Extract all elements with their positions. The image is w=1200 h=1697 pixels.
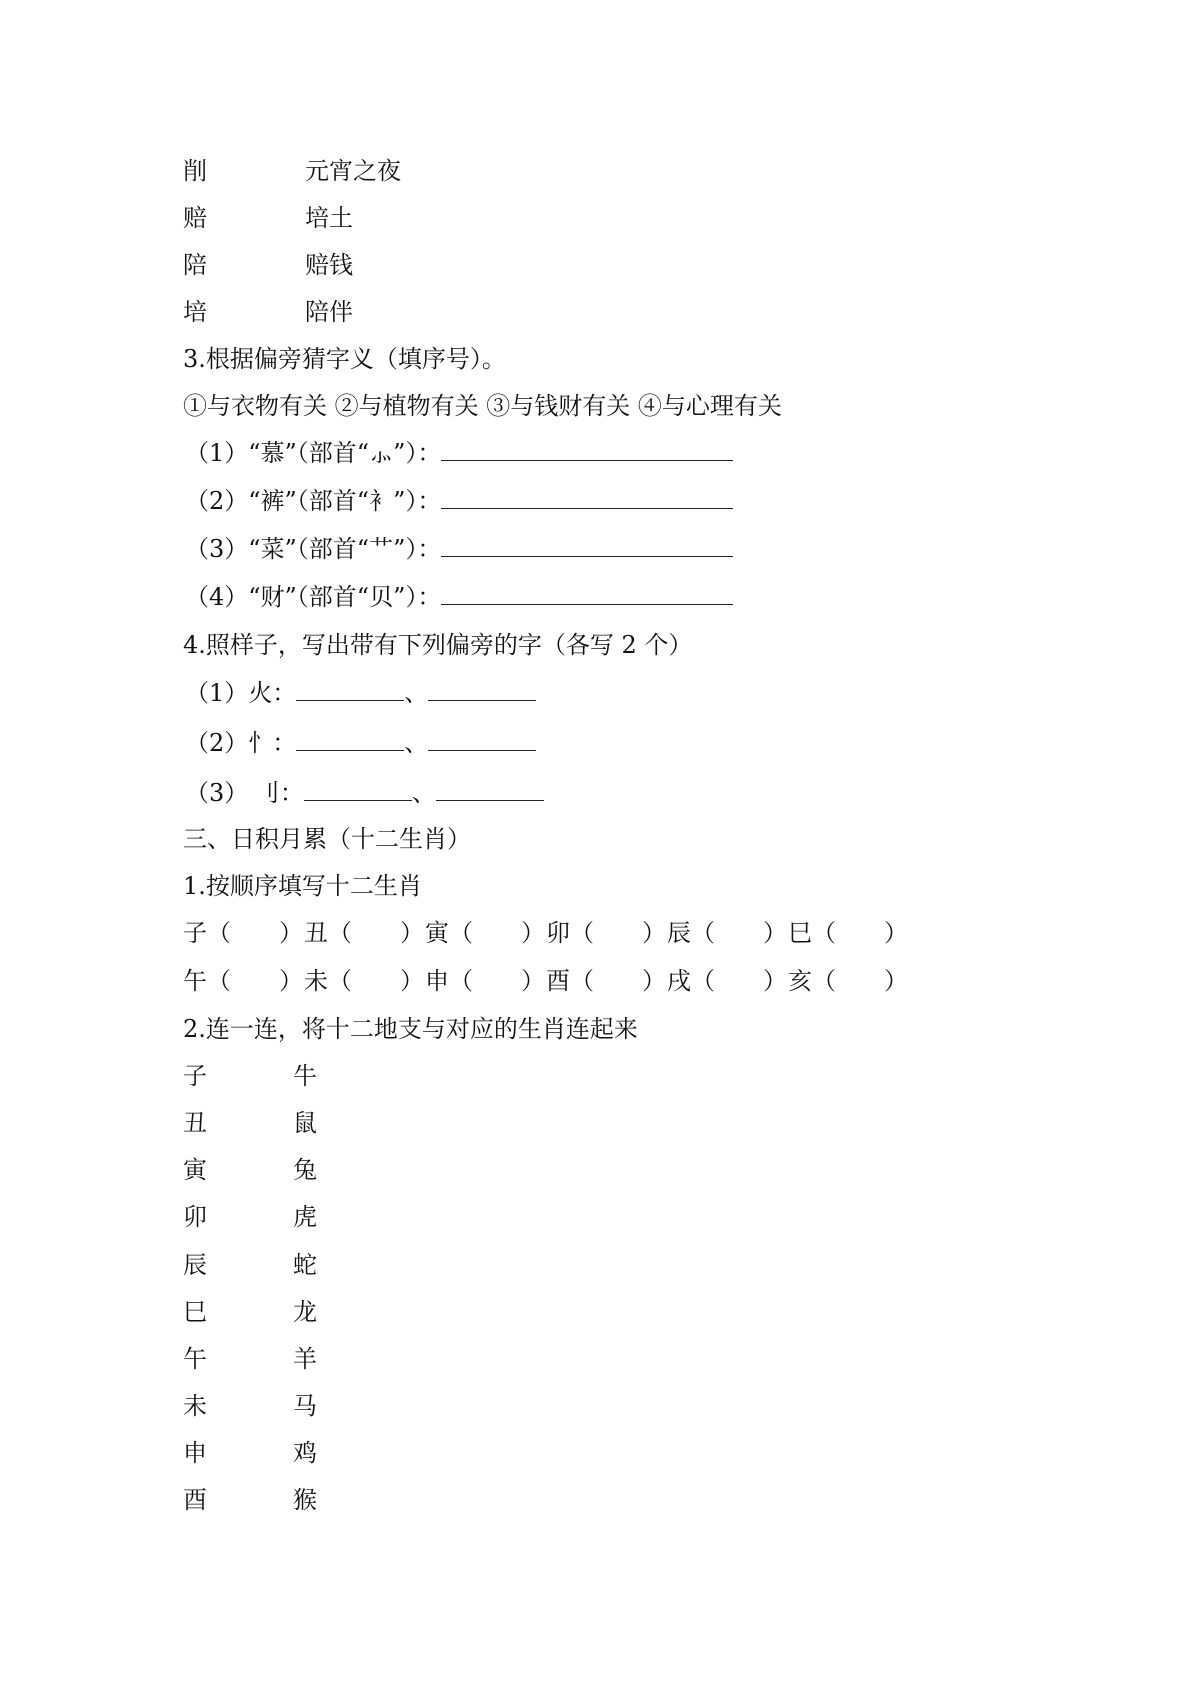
pair-right: 培土: [305, 204, 353, 232]
pair-right: 元宵之夜: [305, 157, 401, 185]
zodiac-fill-cell[interactable]: 申（ ）: [425, 967, 545, 995]
q4-item-label: （3） 刂：: [185, 779, 304, 807]
zodiac-fill-cell[interactable]: 未（ ）: [304, 967, 424, 995]
match-left[interactable]: 丑: [183, 1109, 207, 1137]
match-right[interactable]: 羊: [293, 1345, 317, 1373]
match-right[interactable]: 兔: [293, 1156, 317, 1184]
zodiac-row-1: [183, 913, 908, 953]
pair-right: 陪伴: [305, 298, 353, 326]
match-left[interactable]: 卯: [183, 1203, 207, 1231]
q4-title: 4.照样子，写出带有下列偏旁的字（各写 2 个）: [183, 631, 693, 659]
answer-blank[interactable]: [428, 724, 536, 751]
zodiac-fill-cell[interactable]: 戌（ ）: [667, 967, 787, 995]
match-right[interactable]: 龙: [293, 1298, 317, 1326]
zodiac-fill-cell[interactable]: 辰（ ）: [667, 919, 787, 947]
q4-item: [185, 673, 536, 713]
q3-options: ①与衣物有关 ②与植物有关 ③与钱财有关 ④与心理有关: [183, 392, 782, 420]
match-right[interactable]: 马: [293, 1392, 317, 1420]
section3-sub2-title: 2.连一连，将十二地支与对应的生肖连起来: [183, 1015, 638, 1043]
answer-blank[interactable]: [428, 674, 536, 701]
answer-blank[interactable]: [304, 774, 412, 801]
q4-item: [185, 773, 544, 813]
match-right[interactable]: 鼠: [293, 1109, 317, 1137]
answer-blank[interactable]: [296, 724, 404, 751]
q3-item: [185, 577, 733, 617]
zodiac-row-2: [183, 961, 908, 1001]
zodiac-fill-cell[interactable]: 巳（ ）: [788, 919, 908, 947]
q4-item: [185, 723, 536, 763]
q3-item: [185, 481, 733, 521]
answer-blank[interactable]: [441, 530, 733, 557]
match-left[interactable]: 寅: [183, 1156, 207, 1184]
q3-title: 3.根据偏旁猜字义（填序号）。: [183, 345, 506, 373]
zodiac-fill-cell[interactable]: 丑（ ）: [304, 919, 424, 947]
match-left[interactable]: 巳: [183, 1298, 207, 1326]
match-left[interactable]: 酉: [183, 1486, 207, 1514]
match-left[interactable]: 午: [183, 1345, 207, 1373]
match-right[interactable]: 虎: [293, 1203, 317, 1231]
separator: 、: [404, 729, 429, 757]
section3-title: 三、日积月累（十二生肖）: [183, 825, 471, 853]
answer-blank[interactable]: [436, 774, 544, 801]
zodiac-fill-cell[interactable]: 亥（ ）: [788, 967, 908, 995]
match-right[interactable]: 猴: [293, 1486, 317, 1514]
q3-item-label: （1）“慕”（部首“⺗”）：: [185, 439, 442, 467]
match-right[interactable]: 蛇: [293, 1251, 317, 1279]
pair-left: 削: [183, 157, 207, 185]
match-left[interactable]: 子: [183, 1062, 207, 1090]
answer-blank[interactable]: [441, 434, 733, 461]
match-left[interactable]: 申: [183, 1439, 207, 1467]
q3-item-label: （4）“财”（部首“贝”）：: [185, 583, 442, 611]
q3-item-label: （3）“菜”（部首“艹”）：: [185, 535, 442, 563]
answer-blank[interactable]: [441, 482, 733, 509]
pair-left: 培: [183, 298, 207, 326]
pair-left: 陪: [183, 251, 207, 279]
zodiac-fill-cell[interactable]: 卯（ ）: [546, 919, 666, 947]
q3-item-label: （2）“裤”（部首“衤”）：: [185, 487, 442, 515]
q3-item: [185, 433, 733, 473]
zodiac-fill-cell[interactable]: 子（ ）: [183, 919, 303, 947]
zodiac-fill-cell[interactable]: 寅（ ）: [425, 919, 545, 947]
match-right[interactable]: 牛: [293, 1062, 317, 1090]
match-left[interactable]: 未: [183, 1392, 207, 1420]
q4-item-label: （1）火：: [185, 679, 297, 707]
separator: 、: [411, 779, 436, 807]
zodiac-fill-cell[interactable]: 酉（ ）: [546, 967, 666, 995]
zodiac-fill-cell[interactable]: 午（ ）: [183, 967, 303, 995]
separator: 、: [404, 679, 429, 707]
match-left[interactable]: 辰: [183, 1251, 207, 1279]
answer-blank[interactable]: [441, 578, 733, 605]
section3-sub1-title: 1.按顺序填写十二生肖: [183, 872, 422, 900]
answer-blank[interactable]: [296, 674, 404, 701]
pair-right: 赔钱: [305, 251, 353, 279]
match-right[interactable]: 鸡: [293, 1439, 317, 1467]
pair-left: 赔: [183, 204, 207, 232]
q3-item: [185, 529, 733, 569]
q4-item-label: （2）忄：: [185, 729, 297, 757]
